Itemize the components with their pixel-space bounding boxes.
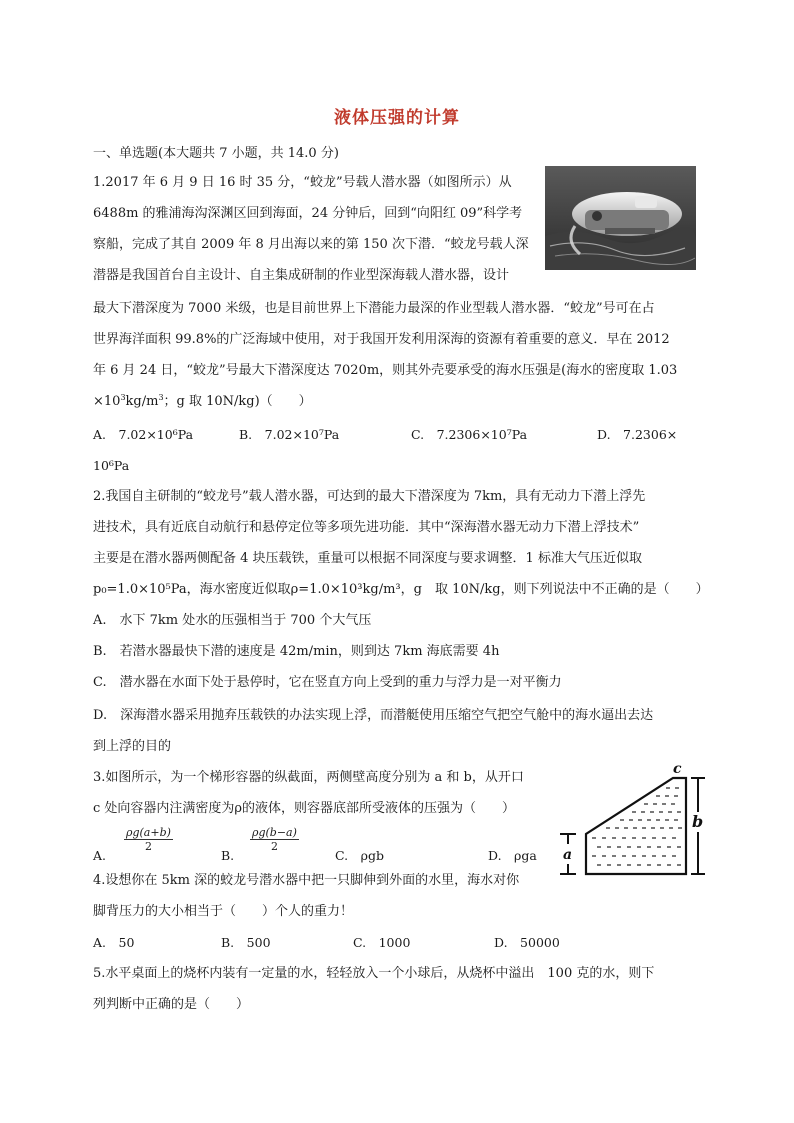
q2-line-1: 2.我国自主研制的“蛟龙号”载人潜水器，可达到的最大下潜深度为 7km，具有无动力下潜上浮先 [93, 489, 646, 504]
q1-line-3: 察船，完成了其自 2009 年 8 月出海以来的第 150 次下潜．“蛟龙号载人深 [93, 237, 529, 252]
q1-line-8: $\times 10^3kg/m^3$；g 取 10N/kg)（ ） [93, 393, 312, 409]
q2-option-d-continued: 到上浮的目的 [93, 739, 172, 754]
q3-option-b-denominator: 2 [270, 840, 278, 853]
q3-option-a-numerator: ρg(a+b) [126, 826, 171, 839]
q3-option-b-numerator: ρg(b−a) [252, 826, 297, 839]
figure-label-a: a [563, 847, 573, 863]
q4-option-d: D. 50000 [494, 935, 560, 950]
q2-line-4: p₀=1.0×10⁵Pa，海水密度近似取ρ=1.0×10³kg/m³，g 取 10N/kg，则下列说法中不正确的是（ ） [93, 582, 709, 597]
q2-option-b: B. 若潜水器最快下潜的速度是 42m/min，则到达 7km 海底需要 4h [93, 644, 500, 659]
q1-line-7: 年 6 月 24 日，“蛟龙”号最大下潜深度达 7020m，则其外壳要承受的海水压强是(海水的密度取 1.03 [93, 363, 678, 378]
section-heading: 一、单选题(本大题共 7 小题，共 14.0 分) [93, 146, 339, 161]
q2-option-c: C. 潜水器在水面下处于悬停时，它在竖直方向上受到的重力与浮力是一对平衡力 [93, 675, 562, 690]
q4-option-b: B. 500 [221, 935, 271, 950]
q3-option-c: C. ρgb [335, 848, 384, 863]
q2-line-3: 主要是在潜水器两侧配备 4 块压载铁，重量可以根据不同深度与要求调整．1 标准大气压近似取 [93, 551, 642, 566]
q4-option-a: A. 50 [93, 935, 135, 950]
q2-option-a: A. 水下 7km 处水的压强相当于 700 个大气压 [93, 613, 372, 628]
q3-option-a-label: A. [93, 848, 107, 863]
q5-line-1: 5.水平桌面上的烧杯内装有一定量的水，轻轻放入一个小球后，从烧杯中溢出 100 克的水，则下 [93, 966, 655, 981]
q3-option-d: D. ρga [488, 848, 537, 863]
q3-option-a-fraction [124, 826, 173, 853]
figure-label-c: c [673, 761, 682, 777]
q4-option-c: C. 1000 [353, 935, 411, 950]
q3-line-2: c 处向容器内注满密度为ρ的液体，则容器底部所受液体的压强为（ ） [93, 801, 516, 816]
q4-line-1: 4.设想你在 5km 深的蛟龙号潜水器中把一只脚伸到外面的水里，海水对你 [93, 873, 520, 888]
q1-option-b: B. 7.02×10⁷Pa [239, 427, 340, 442]
q1-option-d-continued: 10⁶Pa [93, 458, 130, 473]
q1-line-1: 1.2017 年 6 月 9 日 16 时 35 分，“蛟龙”号载人潜水器（如图所示）从 [93, 175, 512, 190]
q1-line-2: 6488m 的雅浦海沟深渊区回到海面，24 分钟后，回到“向阳红 09”科学考 [93, 206, 523, 221]
q1-line-4: 潜器是我国首台自主设计、自主集成研制的作业型深海载人潜水器，设计 [93, 268, 510, 283]
q3-option-b-fraction [250, 826, 299, 853]
q3-option-b-label: B. [221, 848, 235, 863]
q1-line-5: 最大下潜深度为 7000 米级，也是目前世界上下潜能力最深的作业型载人潜水器．“蛟龙”号可在占 [93, 301, 655, 316]
submersible-photo [545, 166, 696, 270]
q5-line-2: 列判断中正确的是（ ） [93, 997, 250, 1012]
q1-option-c: C. 7.2306×10⁷Pa [411, 427, 528, 442]
figure-label-b: b [692, 812, 704, 831]
q2-line-2: 进技术，具有近底自动航行和悬停定位等多项先进功能．其中“深海潜水器无动力下潜上浮技术” [93, 520, 640, 535]
q4-line-2: 脚背压力的大小相当于（ ）个人的重力！ [93, 904, 354, 919]
q3-option-a-denominator: 2 [144, 840, 152, 853]
q3-line-1: 3.如图所示，为一个梯形容器的纵截面，两侧壁高度分别为 a 和 b，从开口 [93, 770, 524, 785]
q1-option-a: A. 7.02×10⁶Pa [93, 427, 194, 442]
q2-option-d: D. 深海潜水器采用抛弃压载铁的办法实现上浮，而潜艇使用压缩空气把空气舱中的海水逼出去达 [93, 708, 654, 723]
page-title: 液体压强的计算 [334, 108, 460, 128]
q1-line-6: 世界海洋面积 99.8%的广泛海域中使用，对于我国开发利用深海的资源有着重要的意义．早在 2012 [93, 332, 670, 347]
trapezoid-container-diagram [558, 758, 708, 880]
q1-option-d: D. 7.2306× [597, 427, 678, 442]
